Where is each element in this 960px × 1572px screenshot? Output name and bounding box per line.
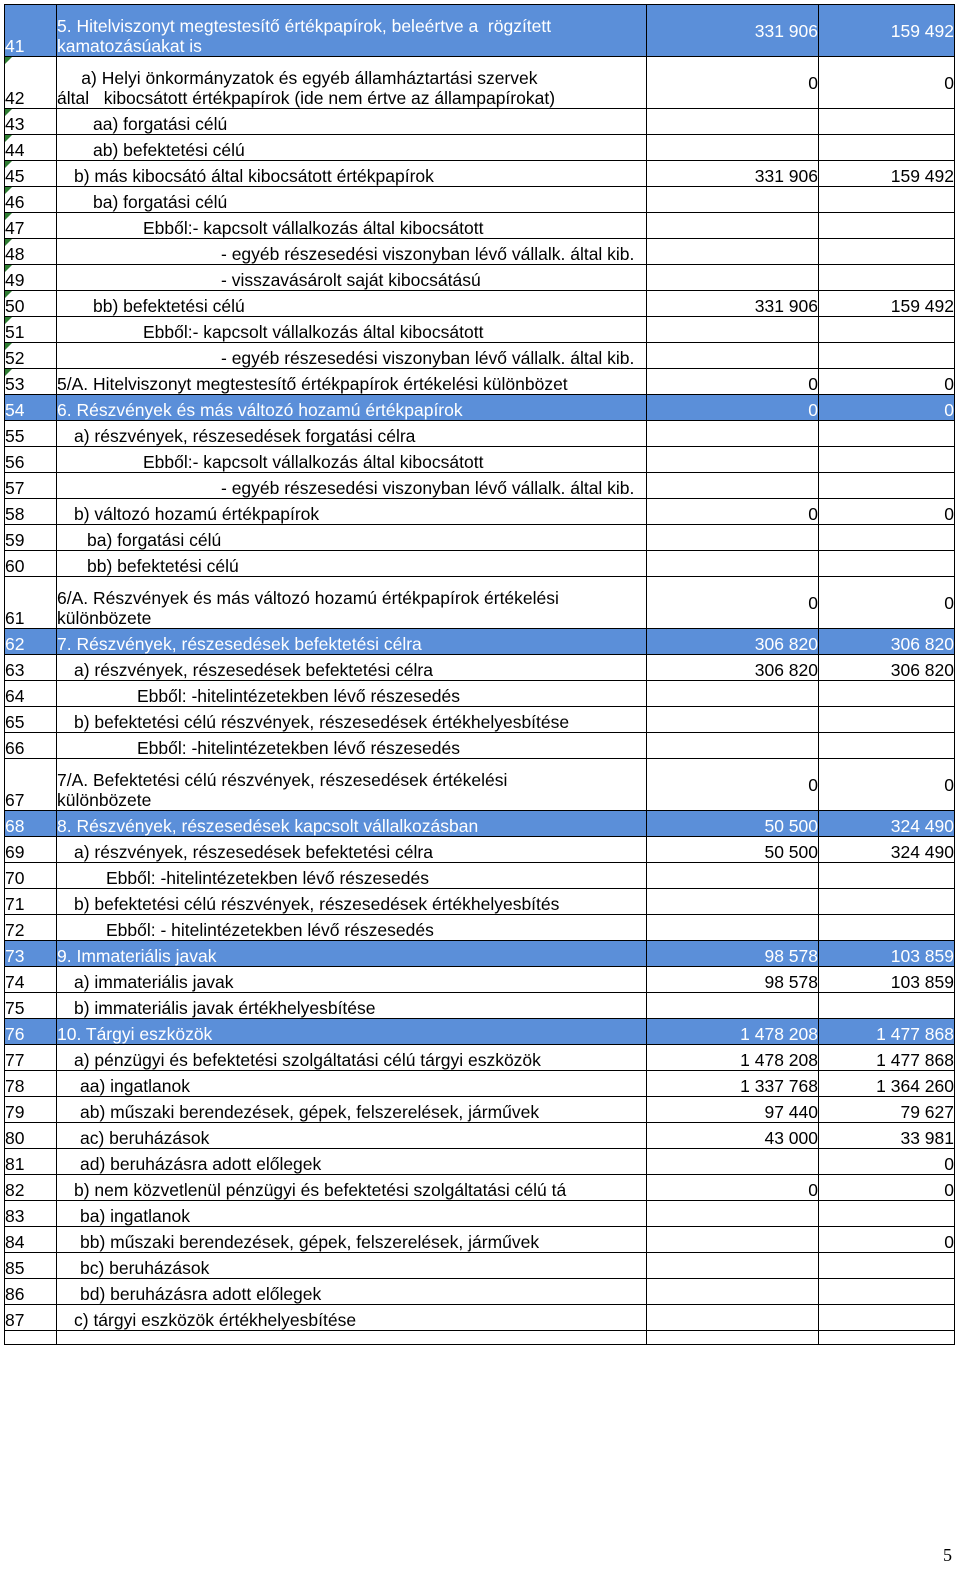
row-description: 9. Immateriális javak [57,946,217,966]
table-row [5,291,955,317]
row-description: a) immateriális javak [74,972,234,992]
row-number: 86 [5,1279,57,1305]
value-previous-year: 0 [647,369,819,395]
value-current-year [819,109,955,135]
table-row [5,239,955,265]
row-description: Ebből: -hitelintézetekben lévő részesedés [137,686,460,706]
row-number: 78 [5,1071,57,1097]
value-current-year [819,993,955,1019]
row-description: 6. Részvények és más változó hozamú értékpapírok [57,400,463,420]
row-description: 6/A. Részvények és más változó hozamú értékpapírok értékelési különbözete [57,588,559,628]
value-current-year [819,681,955,707]
value-previous-year [647,681,819,707]
row-number: 44 [5,135,57,161]
row-number: 56 [5,447,57,473]
row-description-cell [57,343,647,369]
row-description-cell [57,499,647,525]
row-description-cell [57,759,647,811]
row-description-cell [57,551,647,577]
page-number: 5 [943,1545,952,1565]
row-number: 68 [5,811,57,837]
row-description-cell [57,967,647,993]
value-previous-year: 331 906 [647,291,819,317]
row-description: b) befektetési célú részvények, részesedések értékhelyesbítése [74,712,570,732]
table-row [5,499,955,525]
row-description-cell [57,239,647,265]
value-current-year [819,213,955,239]
row-description-cell [57,1149,647,1175]
row-number: 73 [5,941,57,967]
value-previous-year [647,1149,819,1175]
value-previous-year: 98 578 [647,967,819,993]
row-description: b) változó hozamú értékpapírok [74,504,320,524]
value-current-year: 0 [819,577,955,629]
table-row [5,395,955,421]
row-number: 45 [5,161,57,187]
table-row [5,525,955,551]
row-description-cell [57,577,647,629]
table-row [5,5,955,57]
row-description-cell [57,395,647,421]
row-description-cell [57,265,647,291]
table-row [5,811,955,837]
value-current-year: 1 477 868 [819,1019,955,1045]
value-current-year: 0 [819,499,955,525]
table-row [5,161,955,187]
row-description-cell [57,1227,647,1253]
row-description-cell [57,1123,647,1149]
value-current-year: 159 492 [819,291,955,317]
row-number: 58 [5,499,57,525]
row-description-cell [57,317,647,343]
row-description-cell [57,291,647,317]
table-row [5,1279,955,1305]
value-previous-year [647,1279,819,1305]
row-description-cell [57,1253,647,1279]
value-current-year: 159 492 [819,5,955,57]
value-previous-year: 331 906 [647,161,819,187]
value-previous-year [647,1201,819,1227]
value-previous-year: 0 [647,577,819,629]
row-description: 7. Részvények, részesedések befektetési célra [57,634,422,654]
row-number: 84 [5,1227,57,1253]
table-row [5,967,955,993]
row-number: 81 [5,1149,57,1175]
row-description: c) tárgyi eszközök értékhelyesbítése [74,1310,357,1330]
balance-sheet-table [4,4,955,1345]
value-current-year [819,265,955,291]
row-description-cell [57,993,647,1019]
value-current-year [819,473,955,499]
row-description-cell [57,863,647,889]
table-row [5,733,955,759]
value-previous-year: 1 478 208 [647,1045,819,1071]
row-number: 69 [5,837,57,863]
row-description-cell [57,655,647,681]
value-current-year: 0 [819,57,955,109]
value-previous-year [647,1331,819,1345]
value-current-year [819,733,955,759]
row-number: 85 [5,1253,57,1279]
row-number [5,1331,57,1345]
table-row [5,551,955,577]
row-description: bb) befektetési célú [87,556,239,576]
row-description: Ebből:- kapcsolt vállalkozás által kibocsátott [143,452,484,472]
row-description: bb) befektetési célú [93,296,245,316]
row-description: 10. Tárgyi eszközök [57,1024,213,1044]
value-current-year [819,343,955,369]
value-previous-year: 0 [647,395,819,421]
value-current-year: 0 [819,1149,955,1175]
row-description-cell [57,1097,647,1123]
value-previous-year: 50 500 [647,811,819,837]
row-description-cell [57,1071,647,1097]
value-previous-year: 306 820 [647,655,819,681]
value-current-year: 1 477 868 [819,1045,955,1071]
row-description-cell [57,473,647,499]
row-description: ba) ingatlanok [80,1206,190,1226]
value-previous-year [647,1253,819,1279]
value-current-year [819,135,955,161]
value-previous-year: 0 [647,759,819,811]
row-description: b) nem közvetlenül pénzügyi és befektetési szolgáltatási célú tá [74,1180,567,1200]
value-current-year: 79 627 [819,1097,955,1123]
row-number: 62 [5,629,57,655]
value-previous-year [647,707,819,733]
table-row [5,915,955,941]
value-previous-year [647,525,819,551]
row-number: 57 [5,473,57,499]
value-current-year [819,551,955,577]
row-description-cell [57,5,647,57]
row-number: 77 [5,1045,57,1071]
row-description: Ebből:- kapcsolt vállalkozás által kibocsátott [143,322,484,342]
value-current-year: 103 859 [819,967,955,993]
value-previous-year [647,993,819,1019]
value-previous-year: 0 [647,499,819,525]
value-previous-year [647,1305,819,1331]
row-number: 46 [5,187,57,213]
row-description: ba) forgatási célú [87,530,222,550]
row-number: 66 [5,733,57,759]
value-previous-year [647,473,819,499]
table-row [5,629,955,655]
row-number: 64 [5,681,57,707]
row-description-cell [57,1175,647,1201]
value-previous-year: 331 906 [647,5,819,57]
value-current-year [819,889,955,915]
row-description: 8. Részvények, részesedések kapcsolt vállalkozásban [57,816,479,836]
value-current-year [819,187,955,213]
value-current-year [819,863,955,889]
row-number: 61 [5,577,57,629]
row-number: 82 [5,1175,57,1201]
row-description-cell [57,135,647,161]
value-current-year: 0 [819,369,955,395]
table-row [5,759,955,811]
row-description-cell [57,57,647,109]
table-row [5,109,955,135]
table-row [5,369,955,395]
value-current-year [819,707,955,733]
value-previous-year [647,551,819,577]
row-description: aa) forgatási célú [93,114,228,134]
value-current-year [819,421,955,447]
row-description: Ebből:- kapcsolt vállalkozás által kibocsátott [143,218,484,238]
value-previous-year: 306 820 [647,629,819,655]
value-current-year: 0 [819,1175,955,1201]
row-number: 59 [5,525,57,551]
table-row [5,265,955,291]
row-description: Ebből: -hitelintézetekben lévő részesedés [106,868,429,888]
row-description: a) pénzügyi és befektetési szolgáltatási célú tárgyi eszközök [74,1050,541,1070]
row-number: 71 [5,889,57,915]
row-number: 72 [5,915,57,941]
table-row [5,1331,955,1345]
value-current-year [819,1201,955,1227]
row-description-cell [57,889,647,915]
value-current-year: 324 490 [819,811,955,837]
value-current-year [819,317,955,343]
table-row [5,1071,955,1097]
row-number: 54 [5,395,57,421]
value-previous-year [647,265,819,291]
row-description: 5/A. Hitelviszonyt megtestesítő értékpapírok értékelési különbözet [57,374,568,394]
table-row [5,421,955,447]
row-number: 75 [5,993,57,1019]
value-current-year [819,1279,955,1305]
value-previous-year [647,343,819,369]
row-number: 83 [5,1201,57,1227]
row-description-cell [57,1045,647,1071]
table-row [5,1097,955,1123]
row-number: 50 [5,291,57,317]
row-number: 80 [5,1123,57,1149]
row-description: a) Helyi önkormányzatok és egyéb államháztartási szervek által kibocsátott értékpapírok (ide nem értve az állampapírokat) [57,68,556,108]
table-row [5,1305,955,1331]
table-row [5,889,955,915]
table-body [5,5,955,1345]
row-description-cell [57,1331,647,1345]
table-row [5,1227,955,1253]
value-current-year: 0 [819,1227,955,1253]
row-description-cell [57,369,647,395]
value-previous-year [647,213,819,239]
value-previous-year [647,109,819,135]
value-current-year: 103 859 [819,941,955,967]
row-description: 7/A. Befektetési célú részvények, részesedések értékelési különbözete [57,770,508,810]
table-row [5,1045,955,1071]
value-previous-year [647,135,819,161]
table-row [5,655,955,681]
table-row [5,577,955,629]
value-current-year [819,239,955,265]
value-current-year: 159 492 [819,161,955,187]
table-row [5,447,955,473]
table-row [5,1149,955,1175]
table-row [5,135,955,161]
table-row [5,863,955,889]
row-number: 48 [5,239,57,265]
value-previous-year: 50 500 [647,837,819,863]
row-number: 42 [5,57,57,109]
row-description-cell [57,161,647,187]
table-row [5,57,955,109]
row-description-cell [57,733,647,759]
row-number: 43 [5,109,57,135]
value-previous-year [647,915,819,941]
row-number: 51 [5,317,57,343]
row-description-cell [57,915,647,941]
row-number: 79 [5,1097,57,1123]
row-description-cell [57,941,647,967]
row-number: 87 [5,1305,57,1331]
row-number: 52 [5,343,57,369]
row-description: ad) beruházásra adott előlegek [80,1154,322,1174]
value-previous-year [647,889,819,915]
row-description: ba) forgatási célú [93,192,228,212]
table-row [5,1253,955,1279]
row-number: 53 [5,369,57,395]
row-number: 63 [5,655,57,681]
table-row [5,1201,955,1227]
value-previous-year: 0 [647,57,819,109]
row-description-cell [57,1305,647,1331]
row-number: 60 [5,551,57,577]
row-description: b) más kibocsátó által kibocsátott értékpapírok [74,166,434,186]
row-description: a) részvények, részesedések forgatási célra [74,426,416,446]
value-previous-year: 0 [647,1175,819,1201]
row-description-cell [57,811,647,837]
table-row [5,707,955,733]
table-row [5,1123,955,1149]
value-current-year: 33 981 [819,1123,955,1149]
value-current-year [819,447,955,473]
row-description: 5. Hitelviszonyt megtestesítő értékpapírok, beleértve a rögzített kamatozásúakat is [57,16,552,56]
table-row [5,837,955,863]
row-number: 47 [5,213,57,239]
row-description: bb) műszaki berendezések, gépek, felszerelések, járművek [80,1232,540,1252]
row-number: 70 [5,863,57,889]
row-description: a) részvények, részesedések befektetési célra [74,660,433,680]
value-previous-year [647,317,819,343]
row-description-cell [57,1279,647,1305]
value-current-year: 1 364 260 [819,1071,955,1097]
table-row [5,343,955,369]
value-current-year: 306 820 [819,655,955,681]
value-current-year: 306 820 [819,629,955,655]
row-number: 49 [5,265,57,291]
row-description: Ebből: - hitelintézetekben lévő részesedés [106,920,434,940]
row-description-cell [57,681,647,707]
row-description: - egyéb részesedési viszonyban lévő vállalk. által kib. [221,348,635,368]
value-current-year: 0 [819,759,955,811]
table-row [5,1175,955,1201]
row-description-cell [57,837,647,863]
value-current-year [819,1253,955,1279]
value-current-year [819,525,955,551]
row-description-cell [57,109,647,135]
table-row [5,1019,955,1045]
row-description-cell [57,629,647,655]
value-previous-year [647,421,819,447]
value-previous-year: 1 337 768 [647,1071,819,1097]
value-previous-year [647,1227,819,1253]
value-current-year: 324 490 [819,837,955,863]
row-description: ab) befektetési célú [93,140,245,160]
table-row [5,213,955,239]
row-number: 55 [5,421,57,447]
row-number: 74 [5,967,57,993]
row-description: - visszavásárolt saját kibocsátású [221,270,481,290]
value-previous-year [647,187,819,213]
row-number: 76 [5,1019,57,1045]
row-number: 41 [5,5,57,57]
table-row [5,187,955,213]
row-description-cell [57,525,647,551]
value-current-year [819,915,955,941]
row-description-cell [57,447,647,473]
value-previous-year: 97 440 [647,1097,819,1123]
row-description-cell [57,421,647,447]
value-previous-year: 1 478 208 [647,1019,819,1045]
value-previous-year: 98 578 [647,941,819,967]
row-description: b) immateriális javak értékhelyesbítése [74,998,376,1018]
row-description: Ebből: -hitelintézetekben lévő részesedés [137,738,460,758]
row-description: - egyéb részesedési viszonyban lévő vállalk. által kib. [221,478,635,498]
value-previous-year [647,863,819,889]
row-description: - egyéb részesedési viszonyban lévő vállalk. által kib. [221,244,635,264]
row-number: 65 [5,707,57,733]
table-row [5,941,955,967]
row-number: 67 [5,759,57,811]
value-previous-year [647,239,819,265]
row-description: bc) beruházások [80,1258,210,1278]
value-current-year: 0 [819,395,955,421]
value-previous-year [647,733,819,759]
row-description-cell [57,1201,647,1227]
row-description-cell [57,187,647,213]
row-description-cell [57,707,647,733]
row-description: bd) beruházásra adott előlegek [80,1284,322,1304]
row-description: ac) beruházások [80,1128,210,1148]
row-description-cell [57,1019,647,1045]
row-description-cell [57,213,647,239]
row-description: aa) ingatlanok [80,1076,190,1096]
table-row [5,681,955,707]
table-row [5,993,955,1019]
table-row [5,473,955,499]
value-previous-year: 43 000 [647,1123,819,1149]
row-description: a) részvények, részesedések befektetési célra [74,842,433,862]
row-description: b) befektetési célú részvények, részesedések értékhelyesbítés [74,894,560,914]
table-row [5,317,955,343]
value-current-year [819,1331,955,1345]
row-description: ab) műszaki berendezések, gépek, felszerelések, járművek [80,1102,540,1122]
value-previous-year [647,447,819,473]
value-current-year [819,1305,955,1331]
